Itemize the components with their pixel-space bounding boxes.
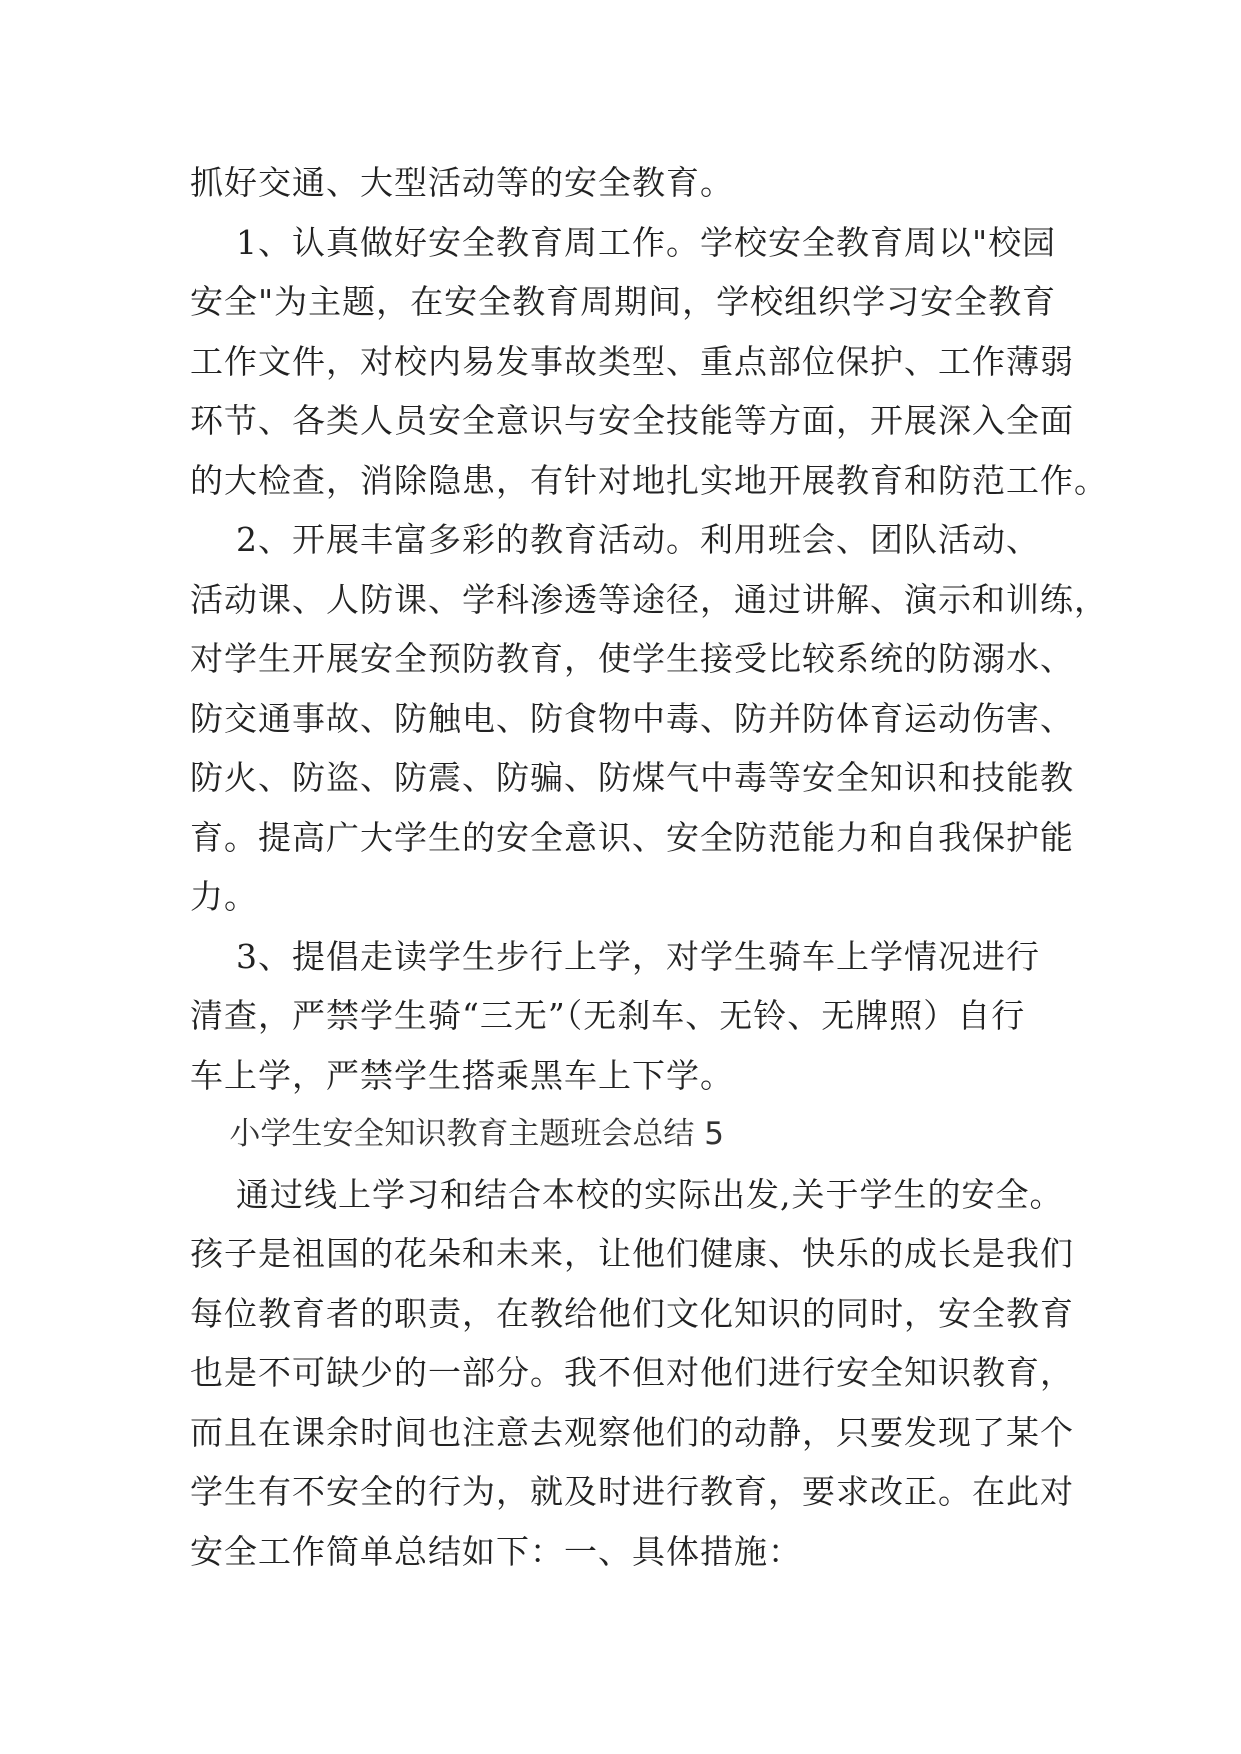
text-line: 1、认真做好安全教育周工作。学校安全教育周以"校园: [190, 222, 1057, 262]
text-line: 抓好交通、大型活动等的安全教育。: [190, 163, 734, 202]
text-line: 3、提倡走读学生步行上学，对学生骑车上学情况进行: [190, 936, 1040, 976]
text-line: 而且在课余时间也注意去观察他们的动静，只要发现了某个: [190, 1412, 1074, 1452]
text-line: 孩子是祖国的花朵和未来，让他们健康、快乐的成长是我们: [190, 1234, 1074, 1273]
text-line: 安全工作简单总结如下：一、具体措施：: [190, 1531, 802, 1571]
text-line: 也是不可缺少的一部分。我不但对他们进行安全知识教育，: [190, 1353, 1074, 1392]
text-line: 工作文件，对校内易发事故类型、重点部位保护、工作薄弱: [190, 341, 1074, 381]
text-line: 对学生开展安全预防教育，使学生接受比较系统的防溺水、: [190, 639, 1074, 678]
text-line: 安全"为主题，在安全教育周期间，学校组织学习安全教育: [190, 282, 1057, 321]
text-line: 的大检查，消除隐患，有针对地扎实地开展教育和防范工作。: [190, 460, 1108, 500]
text-line: 车上学，严禁学生搭乘黑车上下学。: [190, 1055, 734, 1095]
text-line: 2、开展丰富多彩的教育活动。利用班会、团队活动、: [190, 520, 1040, 559]
text-line: 环节、各类人员安全意识与安全技能等方面，开展深入全面: [190, 401, 1074, 440]
text-line: 活动课、人防课、学科渗透等途径，通过讲解、演示和训练，: [190, 579, 1108, 619]
text-line: 每位教育者的职责，在教给他们文化知识的同时，安全教育: [190, 1293, 1074, 1333]
section-title: 小学生安全知识教育主题班会总结 5: [190, 1116, 724, 1152]
text-line: 防交通事故、防触电、防食物中毒、防并防体育运动伤害、: [190, 698, 1074, 738]
text-line: 通过线上学习和结合本校的实际出发,关于学生的安全。: [190, 1174, 1064, 1214]
document-body: [190, 153, 1108, 1581]
text-line: 学生有不安全的行为，就及时进行教育，要求改正。在此对: [190, 1472, 1074, 1511]
text-line: 育。提高广大学生的安全意识、安全防范能力和自我保护能: [190, 817, 1074, 857]
text-line: 清查，严禁学生骑“三无”（无刹车、无铃、无牌照）自行: [190, 996, 1026, 1035]
text-line: 防火、防盗、防震、防骗、防煤气中毒等安全知识和技能教: [190, 758, 1074, 797]
text-line: 力。: [190, 877, 258, 916]
